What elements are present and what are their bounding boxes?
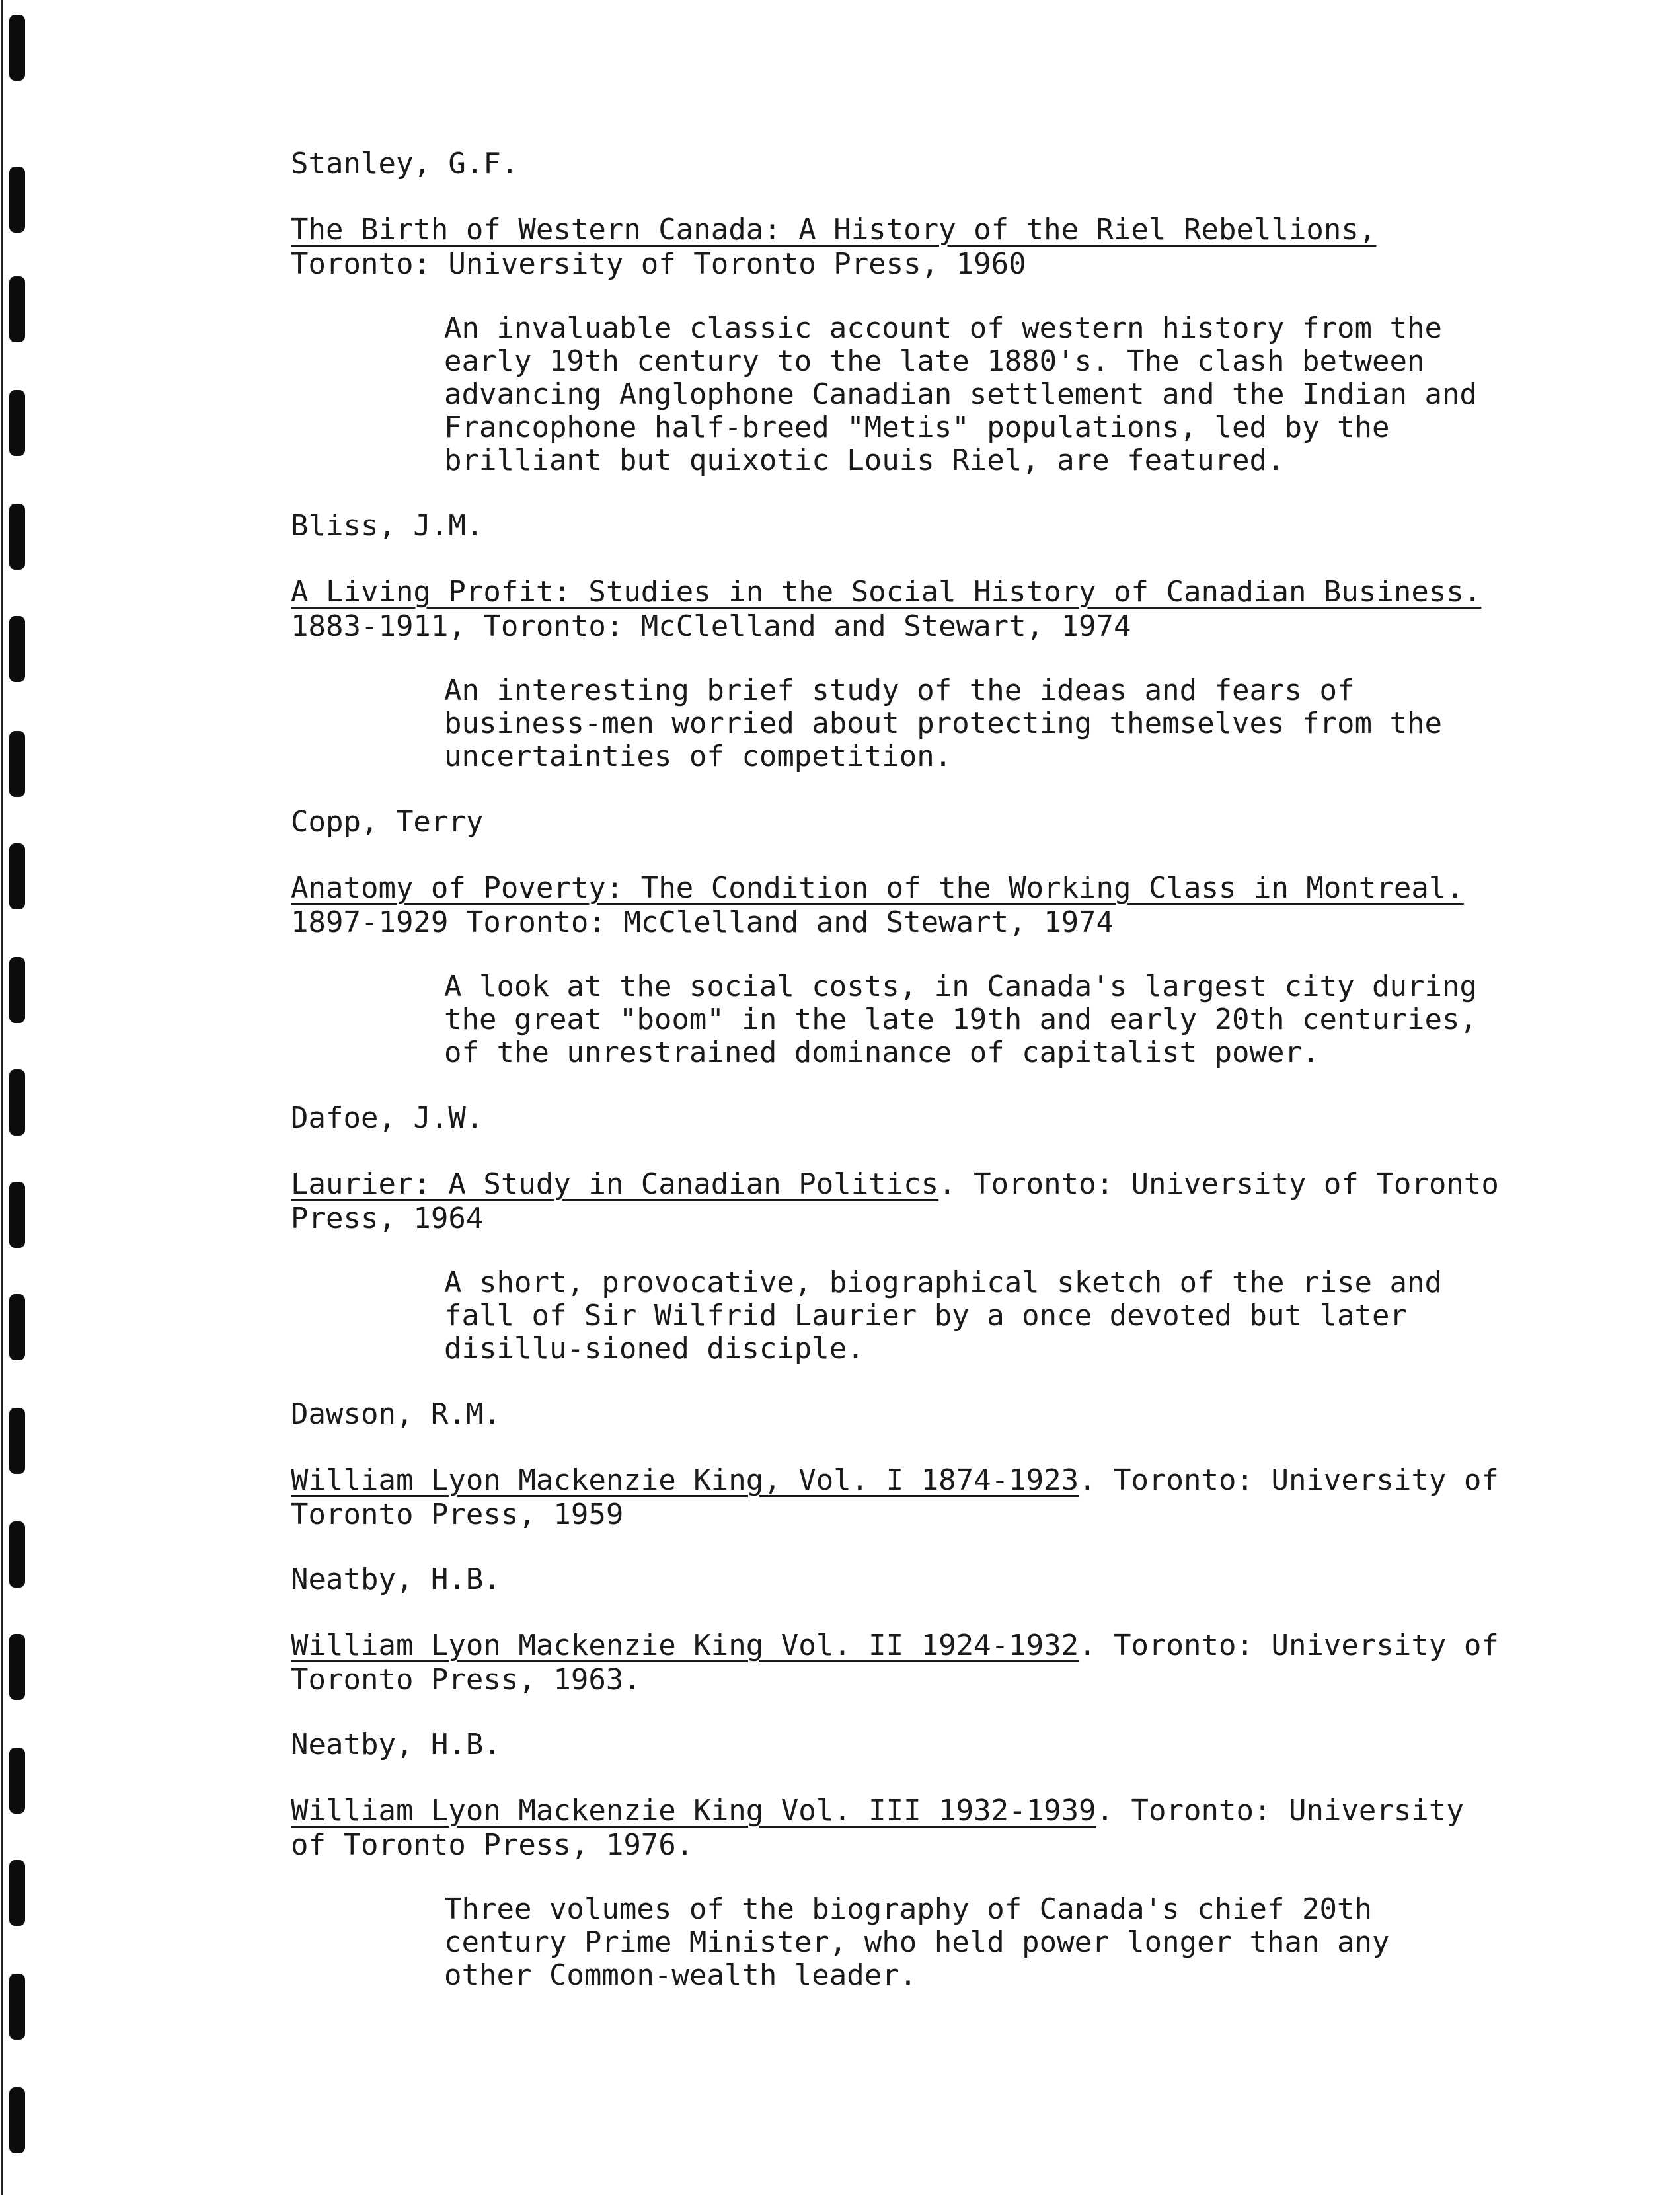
entry-author: Neatby, H.B. xyxy=(291,1562,501,1596)
binding-edge xyxy=(1,0,3,2195)
punch-hole xyxy=(9,1634,25,1700)
entry-title: The Birth of Western Canada: A History of the Riel Rebellions, xyxy=(291,213,1377,247)
entry-author: Dafoe, J.W. xyxy=(291,1101,484,1135)
entry-publication: . Toronto: University of Toronto Press, 1963. xyxy=(291,1629,1499,1697)
bibliography-entry xyxy=(291,1101,1560,1366)
entry-citation xyxy=(291,1629,1500,1697)
entry-citation xyxy=(291,1794,1500,1863)
bibliography xyxy=(291,147,1560,2024)
entry-citation xyxy=(291,1167,1500,1236)
bibliography-entry xyxy=(291,1397,1560,1532)
entry-publication: Toronto: University of Toronto Press, 1960 xyxy=(291,247,1026,281)
entry-citation xyxy=(291,213,1500,282)
punch-hole xyxy=(9,957,25,1023)
entry-title: Anatomy of Poverty: The Condition of the Working Class in Montreal. xyxy=(291,871,1464,905)
punch-hole xyxy=(9,1974,25,2040)
punch-hole xyxy=(9,1182,25,1248)
punch-holes xyxy=(9,0,36,2195)
entry-annotation: Three volumes of the biography of Canada's chief 20th century Prime Minister, who held power longer than any other Common-wealth leader. xyxy=(444,1892,1390,1992)
entry-citation xyxy=(291,575,1500,644)
punch-hole xyxy=(9,1521,25,1588)
entry-author: Neatby, H.B. xyxy=(291,1728,501,1761)
entry-title: William Lyon Mackenzie King Vol. II 1924-1932 xyxy=(291,1629,1079,1662)
entry-author: Copp, Terry xyxy=(291,805,484,839)
punch-hole xyxy=(9,731,25,797)
entry-annotation: An invaluable classic account of western history from the early 19th century to the late 1880's. The clash between advancing Anglophone Canadian settlement and the Indian and Francophone half-breed "Metis" populations, led by the brilliant but quixotic Louis Riel, are featured. xyxy=(444,311,1477,477)
punch-hole xyxy=(9,276,25,342)
bibliography-entry xyxy=(291,1562,1560,1697)
punch-hole xyxy=(9,2087,25,2153)
punch-hole xyxy=(9,1748,25,1814)
entry-publication: 1897-1929 Toronto: McClelland and Stewart, 1974 xyxy=(291,905,1114,939)
bibliography-entry xyxy=(291,1728,1560,1992)
punch-hole xyxy=(9,1408,25,1474)
punch-hole xyxy=(9,1860,25,1926)
entry-title: William Lyon Mackenzie King Vol. III 1932-1939 xyxy=(291,1794,1096,1828)
entry-author: Stanley, G.F. xyxy=(291,147,519,180)
bibliography-entry xyxy=(291,509,1560,773)
punch-hole xyxy=(9,390,25,456)
entry-annotation: A look at the social costs, in Canada's largest city during the great "boom" in the late 19th and early 20th centuries, of the unrestrained dominance of capitalist power. xyxy=(444,970,1477,1069)
entry-publication: . Toronto: University of Toronto Press, 1959 xyxy=(291,1463,1499,1531)
punch-hole xyxy=(9,616,25,682)
punch-hole xyxy=(9,15,25,81)
entry-annotation: An interesting brief study of the ideas and fears of business-men worried about protecting themselves from the uncertainties of competition. xyxy=(444,674,1442,773)
entry-publication: 1883-1911, Toronto: McClelland and Stewart, 1974 xyxy=(291,609,1131,643)
entry-citation xyxy=(291,1463,1500,1532)
entry-author: Bliss, J.M. xyxy=(291,509,484,543)
punch-hole xyxy=(9,167,25,233)
punch-hole xyxy=(9,1294,25,1360)
entry-title: Laurier: A Study in Canadian Politics xyxy=(291,1167,939,1201)
bibliography-entry xyxy=(291,805,1560,1069)
entry-citation xyxy=(291,871,1500,940)
entry-annotation: A short, provocative, biographical sketch of the rise and fall of Sir Wilfrid Laurier by a once devoted but later disillu-sioned disciple. xyxy=(444,1266,1442,1366)
entry-publication: . Toronto: University of Toronto Press, 1964 xyxy=(291,1167,1499,1235)
entry-title: William Lyon Mackenzie King, Vol. I 1874-1923 xyxy=(291,1463,1079,1497)
entry-publication: . Toronto: University of Toronto Press, 1976. xyxy=(291,1794,1464,1862)
punch-hole xyxy=(9,1069,25,1136)
bibliography-entry xyxy=(291,147,1560,477)
entry-author: Dawson, R.M. xyxy=(291,1397,501,1431)
punch-hole xyxy=(9,843,25,909)
punch-hole xyxy=(9,504,25,570)
entry-title: A Living Profit: Studies in the Social History of Canadian Business. xyxy=(291,575,1482,609)
